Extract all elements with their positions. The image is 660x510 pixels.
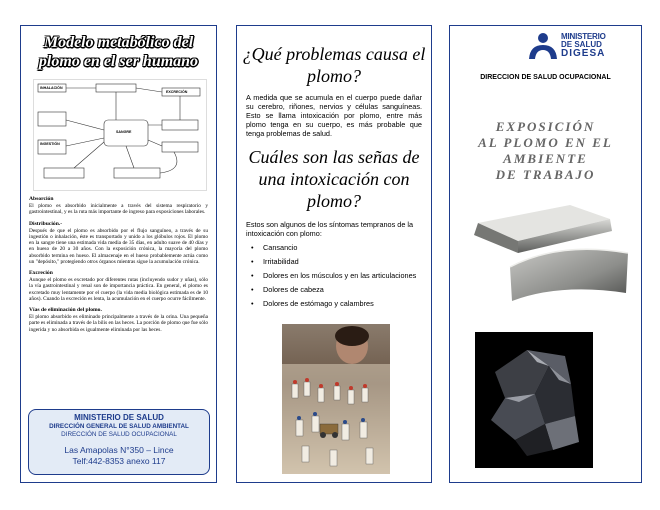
ministry-logo-icon <box>527 31 559 61</box>
cover-title <box>450 119 641 183</box>
ministry-logo <box>527 31 627 61</box>
diagram-arrows <box>34 80 208 192</box>
section-text: Aunque el plomo es excretado por diferentes rutas (incluyendo sudor y uñas), sólo la vía gastrointestinal y renal son de importancia práctica. En general, el plomo es excretado muy lentamente por el cuerpo (la vida media biológica estimada es de 10 años). Cuando la excreción es lenta, la acumulación en el cuerpo ocurre fácilmente. <box>29 277 208 302</box>
panel-lead-problems <box>236 25 432 483</box>
lead-ingots-image <box>470 201 630 301</box>
logo-line-de-salud: DE SALUD <box>561 40 602 49</box>
problems-heading: ¿Qué problemas causa el plomo? <box>242 44 426 86</box>
section-text: El plomo es absorbido inicialmente a través del sistema respiratorio y gastrointestinal, y es la ruta más importante de ingreso para exposiciones laborales. <box>29 203 208 216</box>
panel-cover <box>449 25 642 483</box>
metabolic-sections <box>21 196 216 333</box>
diagram-label-sangre: SANGRE <box>116 130 132 134</box>
section-text: Después de que el plomo es absorbido por el flujo sanguíneo, a través de su ingestión o inhalación, éste es transportado y unido a los glóbulos rojos. El plomo en la sangre tiene una estimada vida media de 35 días, en adulto suave de 40 días y en hueso de 20 a 30 años. Con la exposición crónica, la mayoría del plomo absorbido termina en hueso. El almacenaje en el hueso probablemente actúa como un "depósito," protegiendo otros órganos mientras sigue la acumulación crónica. <box>29 227 208 265</box>
metabolic-diagram <box>33 79 207 191</box>
lead-mineral-image <box>475 332 593 468</box>
symptom-item: • Dolores de cabeza <box>251 285 422 294</box>
section-text: El plomo absorbido es eliminado principalmente a través de la orina. Una pequeña parte es eliminada a través de la bilis en las heces. La porción de plomo que fue sólo ingerida y no absorbida es igualmente eliminada por las heces. <box>29 314 208 333</box>
logo-line-digesa: DIGESA <box>561 48 606 59</box>
symptom-item: • Cansancio <box>251 243 422 252</box>
cover-title-line: DE TRABAJO <box>495 167 596 182</box>
signs-heading: Cuáles son las señas de una intoxicación con plomo? <box>248 147 420 211</box>
logo-line-ministerio: MINISTERIO <box>561 32 606 41</box>
panel-metabolic-model <box>20 25 217 483</box>
symptom-item: • Dolores en los músculos y en las articulaciones <box>251 271 422 280</box>
problems-paragraph: A medida que se acumula en el cuerpo puede dañar su cerebro, riñones, nervios y células sanguíneas. Esto se llama intoxicación por plomo, entre más plomo tenga en su cuerpo, es más probable que tenga problemas de salud. <box>246 93 422 138</box>
diagram-label-excrecion: EXCRECIÓN <box>166 90 188 94</box>
section-heading: Absorción <box>29 196 54 202</box>
symptom-item: • Irritabilidad <box>251 257 422 266</box>
contact-address: Las Amapolas N°350 – Lince <box>64 445 174 455</box>
section-heading: Distribución.- <box>29 220 63 227</box>
contact-phone: Telf:442-8353 anexo 117 <box>72 456 166 466</box>
cover-title-line: AL PLOMO EN EL <box>478 135 613 150</box>
section-heading: Vías de eliminación del plomo. <box>29 307 102 314</box>
contact-box <box>28 409 210 475</box>
department-name: DIRECCION DE SALUD OCUPACIONAL <box>480 74 611 81</box>
contact-direction: DIRECCIÓN DE SALUD OCUPACIONAL <box>61 431 177 438</box>
symptoms-intro: Estos son algunos de los síntomas tempranos de la intoxicación con plomo: <box>246 220 414 238</box>
symptoms-list <box>237 243 431 308</box>
metabolic-title: Modelo metabólico del plomo en el ser humano <box>38 34 199 70</box>
section-heading: Excreción <box>29 270 53 277</box>
symptom-item: • Dolores de estómago y calambres <box>251 299 422 308</box>
contact-ministry: MINISTERIO DE SALUD <box>74 413 164 422</box>
contact-direction-general: DIRECCIÓN GENERAL DE SALUD AMBIENTAL <box>49 423 189 430</box>
children-toys-photo <box>282 324 390 474</box>
cover-title-line: AMBIENTE <box>503 151 588 166</box>
diagram-label-inhalacion: INHALACIÓN <box>40 86 63 90</box>
diagram-label-ingestion: INGESTIÓN <box>40 142 60 146</box>
cover-title-line: EXPOSICIÓN <box>495 119 596 134</box>
